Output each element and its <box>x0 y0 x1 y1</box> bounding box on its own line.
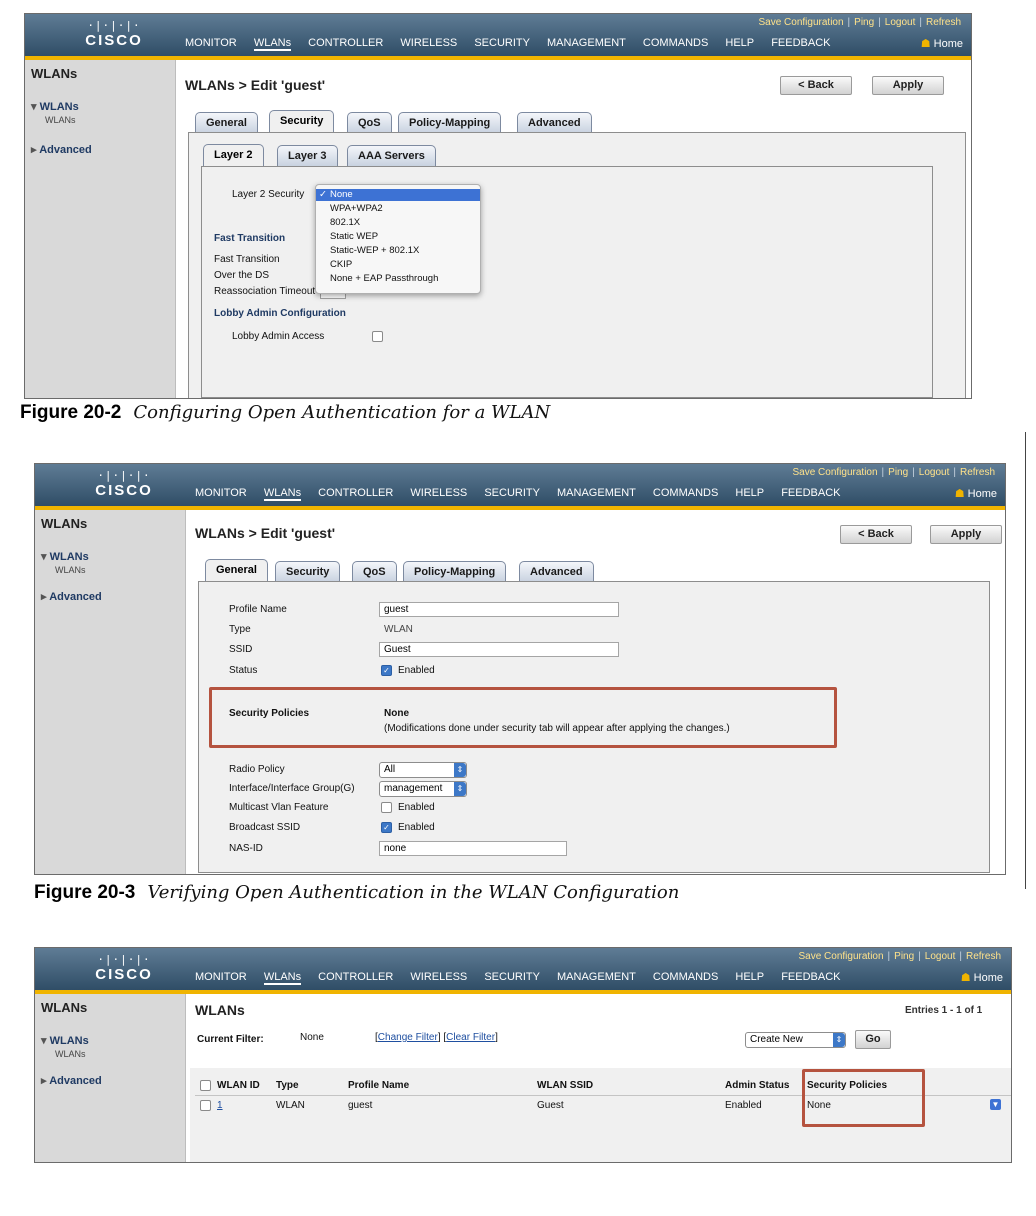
menu-monitor[interactable]: MONITOR <box>185 37 237 49</box>
page-title: WLANs > Edit 'guest' <box>195 525 336 541</box>
top-bar <box>35 464 1005 510</box>
row-type: WLAN <box>276 1100 305 1111</box>
cisco-logo: ·|·|·|· CISCO <box>85 19 143 49</box>
main-menu <box>195 971 1003 983</box>
radio-policy-label: Radio Policy <box>229 764 285 775</box>
menu-help[interactable]: HELP <box>735 971 765 983</box>
menu-management[interactable]: MANAGEMENT <box>557 487 636 499</box>
logout-link[interactable]: Logout <box>918 467 950 478</box>
sidebar-item-advanced[interactable]: ▸ Advanced <box>41 1075 102 1087</box>
layer2-panel <box>201 166 933 398</box>
menu-feedback[interactable]: FEEDBACK <box>781 487 841 499</box>
sidebar-title: WLANs <box>41 1000 88 1015</box>
menu-wireless[interactable]: WIRELESS <box>410 487 468 499</box>
save-configuration-link[interactable]: Save Configuration <box>758 17 844 28</box>
type-value: WLAN <box>384 624 413 635</box>
security-policies-label: Security Policies <box>229 708 310 719</box>
tab-general[interactable]: General <box>195 112 258 133</box>
top-links: Save Configuration | Ping | Logout | Refresh <box>798 951 1001 962</box>
column-header-profile-name[interactable]: Profile Name <box>348 1080 410 1091</box>
page-title: WLANs <box>195 1002 245 1018</box>
select-arrow-icon: ⇕ <box>833 1033 845 1047</box>
menu-wlans[interactable]: WLANs <box>263 971 302 983</box>
radio-policy-select[interactable]: All ⇕ <box>379 762 467 778</box>
tab-qos[interactable]: QoS <box>347 112 392 133</box>
ssid-input[interactable]: Guest <box>379 642 619 657</box>
subtab-layer2[interactable]: Layer 2 <box>203 144 264 167</box>
cisco-logo: ·|·|·|· CISCO <box>95 469 153 499</box>
reassociation-timeout-label: Reassociation Timeout <box>214 286 316 297</box>
current-filter-label: Current Filter: <box>197 1034 264 1045</box>
column-header-admin-status[interactable]: Admin Status <box>725 1080 790 1091</box>
menu-commands[interactable]: COMMANDS <box>652 971 719 983</box>
select-arrow-icon: ⇕ <box>454 782 466 796</box>
screenshot-wlans-list <box>34 947 1012 1163</box>
profile-name-input[interactable]: guest <box>379 602 619 617</box>
interface-select[interactable]: management ⇕ <box>379 781 467 797</box>
save-configuration-link[interactable]: Save Configuration <box>798 951 884 962</box>
dropdown-option[interactable]: Static-WEP + 802.1X <box>330 245 420 256</box>
top-bar <box>35 948 1011 994</box>
expand-down-icon: ▾ <box>41 551 47 563</box>
security-policies-value: None <box>384 708 409 719</box>
row-wlan-ssid: Guest <box>537 1100 564 1111</box>
menu-management[interactable]: MANAGEMENT <box>547 37 626 49</box>
row-dropdown-icon[interactable]: ▼ <box>991 1100 1000 1109</box>
sidebar-subitem-wlans[interactable]: WLANs <box>55 1049 86 1059</box>
menu-security[interactable]: SECURITY <box>484 971 540 983</box>
menu-feedback[interactable]: FEEDBACK <box>781 971 841 983</box>
save-configuration-link[interactable]: Save Configuration <box>792 467 878 478</box>
home-link[interactable]: ☗ Home <box>960 972 1003 984</box>
apply-button[interactable]: Apply <box>930 525 1002 544</box>
home-icon: ☗ <box>920 38 931 50</box>
fast-transition-header: Fast Transition <box>214 233 286 244</box>
home-link[interactable]: ☗ Home <box>920 38 963 50</box>
menu-feedback[interactable]: FEEDBACK <box>771 37 831 49</box>
refresh-link[interactable]: Refresh <box>965 951 1001 962</box>
layer2-security-dropdown[interactable] <box>315 184 481 294</box>
menu-wlans[interactable]: WLANs <box>263 487 302 499</box>
row-profile-name: guest <box>348 1100 373 1111</box>
menu-wireless[interactable]: WIRELESS <box>400 37 458 49</box>
multicast-enabled-label: Enabled <box>398 802 435 813</box>
nas-id-label: NAS-ID <box>229 843 263 854</box>
sidebar-item-wlans[interactable]: ▾ WLANs <box>41 551 89 563</box>
sidebar <box>25 60 176 398</box>
filter-links: [Change Filter] [Clear Filter] <box>375 1032 498 1043</box>
refresh-link[interactable]: Refresh <box>959 467 995 478</box>
expand-down-icon: ▾ <box>31 101 37 113</box>
subtab-layer3[interactable]: Layer 3 <box>277 145 338 166</box>
ping-link[interactable]: Ping <box>894 951 915 962</box>
back-button[interactable]: < Back <box>780 76 852 95</box>
tab-advanced[interactable]: Advanced <box>519 561 594 582</box>
logout-link[interactable]: Logout <box>884 17 916 28</box>
menu-security[interactable]: SECURITY <box>474 37 530 49</box>
screenshot-figure-20-2 <box>24 13 972 399</box>
screenshot-figure-20-3 <box>34 463 1006 875</box>
security-policies-note: (Modifications done under security tab will appear after applying the changes.) <box>384 723 730 734</box>
tab-qos[interactable]: QoS <box>352 561 397 582</box>
dropdown-option-none[interactable]: ✓ None <box>316 189 480 201</box>
sidebar-title: WLANs <box>31 66 78 81</box>
row-checkbox[interactable] <box>200 1100 211 1111</box>
home-icon: ☗ <box>954 488 965 500</box>
dropdown-option[interactable]: CKIP <box>330 259 353 270</box>
menu-wlans[interactable]: WLANs <box>253 37 292 49</box>
lobby-admin-access-checkbox[interactable] <box>372 331 383 342</box>
dropdown-option[interactable]: WPA+WPA2 <box>330 203 383 214</box>
margin-rule <box>1025 432 1026 889</box>
go-button[interactable]: Go <box>855 1030 891 1049</box>
sidebar-item-advanced[interactable]: ▸ Advanced <box>41 591 102 603</box>
apply-button[interactable]: Apply <box>872 76 944 95</box>
home-link[interactable]: ☗ Home <box>954 488 997 500</box>
menu-commands[interactable]: COMMANDS <box>652 487 719 499</box>
tab-security[interactable]: Security <box>269 110 334 133</box>
status-checkbox[interactable]: ✓ <box>381 665 392 676</box>
highlight-box <box>209 687 837 748</box>
expand-right-icon: ▸ <box>41 1075 47 1087</box>
top-links: Save Configuration | Ping | Logout | Refresh <box>758 17 961 28</box>
sidebar-item-wlans[interactable]: ▾ WLANs <box>31 101 79 113</box>
clear-filter-link[interactable]: Clear Filter <box>446 1032 496 1043</box>
layer2-security-label: Layer 2 Security <box>232 189 305 200</box>
menu-help[interactable]: HELP <box>735 487 765 499</box>
column-header-wlan-ssid[interactable]: WLAN SSID <box>537 1080 594 1091</box>
checkmark-icon: ✓ <box>319 189 327 200</box>
sidebar-subitem-wlans[interactable]: WLANs <box>45 115 76 125</box>
menu-monitor[interactable]: MONITOR <box>195 487 247 499</box>
change-filter-link[interactable]: Change Filter <box>377 1032 438 1043</box>
sidebar-item-wlans[interactable]: ▾ WLANs <box>41 1035 89 1047</box>
type-label: Type <box>229 624 251 635</box>
security-panel <box>188 132 966 399</box>
back-button[interactable]: < Back <box>840 525 912 544</box>
logout-link[interactable]: Logout <box>924 951 956 962</box>
page-title: WLANs > Edit 'guest' <box>185 77 326 93</box>
dropdown-option[interactable]: 802.1X <box>330 217 361 228</box>
refresh-link[interactable]: Refresh <box>925 17 961 28</box>
row-security-policies: None <box>807 1100 831 1111</box>
menu-controller[interactable]: CONTROLLER <box>318 487 394 499</box>
expand-down-icon: ▾ <box>41 1035 47 1047</box>
lobby-admin-header: Lobby Admin Configuration <box>214 308 346 319</box>
expand-right-icon: ▸ <box>41 591 47 603</box>
menu-controller[interactable]: CONTROLLER <box>318 971 394 983</box>
status-label: Status <box>229 665 258 676</box>
menu-management[interactable]: MANAGEMENT <box>557 971 636 983</box>
main-menu <box>185 37 963 49</box>
tab-policy-mapping[interactable]: Policy-Mapping <box>398 112 501 133</box>
row-admin-status: Enabled <box>725 1100 762 1111</box>
interface-group-label: Interface/Interface Group(G) <box>229 783 355 794</box>
tab-general[interactable]: General <box>205 559 268 582</box>
select-arrow-icon: ⇕ <box>454 763 466 777</box>
current-filter-value: None <box>300 1032 324 1043</box>
create-new-select[interactable]: Create New ⇕ <box>745 1032 846 1048</box>
sidebar-subitem-wlans[interactable]: WLANs <box>55 565 86 575</box>
expand-right-icon: ▸ <box>31 144 37 156</box>
menu-controller[interactable]: CONTROLLER <box>308 37 384 49</box>
wlan-id-link[interactable]: 1 <box>217 1100 223 1111</box>
sidebar-item-advanced[interactable]: ▸ Advanced <box>31 144 92 156</box>
sidebar <box>35 510 186 874</box>
select-all-checkbox[interactable] <box>200 1080 211 1091</box>
lobby-admin-access-label: Lobby Admin Access <box>232 331 325 342</box>
general-panel <box>198 581 990 873</box>
broadcast-checkbox[interactable]: ✓ <box>381 822 392 833</box>
multicast-vlan-label: Multicast Vlan Feature <box>229 802 329 813</box>
ping-link[interactable]: Ping <box>854 17 875 28</box>
ssid-label: SSID <box>229 644 253 655</box>
fast-transition-label: Fast Transition <box>214 254 280 265</box>
tab-security[interactable]: Security <box>275 561 340 582</box>
menu-monitor[interactable]: MONITOR <box>195 971 247 983</box>
broadcast-ssid-label: Broadcast SSID <box>229 822 301 833</box>
status-enabled-label: Enabled <box>398 665 435 676</box>
column-header-security-policies[interactable]: Security Policies <box>807 1080 888 1091</box>
highlight-box <box>802 1069 925 1127</box>
home-icon: ☗ <box>960 972 971 984</box>
menu-commands[interactable]: COMMANDS <box>642 37 709 49</box>
figure-caption-20-3: Figure 20-3 Verifying Open Authentication in the WLAN Configuration <box>34 882 680 903</box>
top-bar <box>25 14 971 60</box>
figure-caption-20-2: Figure 20-2 Configuring Open Authentication for a WLAN <box>20 402 551 423</box>
tab-advanced[interactable]: Advanced <box>517 112 592 133</box>
column-header-type[interactable]: Type <box>276 1080 299 1091</box>
entries-count: Entries 1 - 1 of 1 <box>905 1005 983 1016</box>
dropdown-option[interactable]: Static WEP <box>330 231 379 242</box>
over-the-ds-label: Over the DS <box>214 270 270 281</box>
cisco-logo: ·|·|·|· CISCO <box>95 953 153 983</box>
broadcast-enabled-label: Enabled <box>398 822 435 833</box>
ping-link[interactable]: Ping <box>888 467 909 478</box>
menu-security[interactable]: SECURITY <box>484 487 540 499</box>
top-links: Save Configuration | Ping | Logout | Refresh <box>792 467 995 478</box>
nas-id-input[interactable]: none <box>379 841 567 856</box>
main-menu <box>195 487 997 499</box>
menu-wireless[interactable]: WIRELESS <box>410 971 468 983</box>
subtab-aaa-servers[interactable]: AAA Servers <box>347 145 436 166</box>
column-header-wlan-id[interactable]: WLAN ID <box>217 1080 260 1091</box>
dropdown-option[interactable]: None + EAP Passthrough <box>330 273 439 284</box>
sidebar <box>35 994 186 1162</box>
profile-name-label: Profile Name <box>229 604 287 615</box>
menu-help[interactable]: HELP <box>725 37 755 49</box>
tab-policy-mapping[interactable]: Policy-Mapping <box>403 561 506 582</box>
sidebar-title: WLANs <box>41 516 88 531</box>
multicast-checkbox[interactable] <box>381 802 392 813</box>
